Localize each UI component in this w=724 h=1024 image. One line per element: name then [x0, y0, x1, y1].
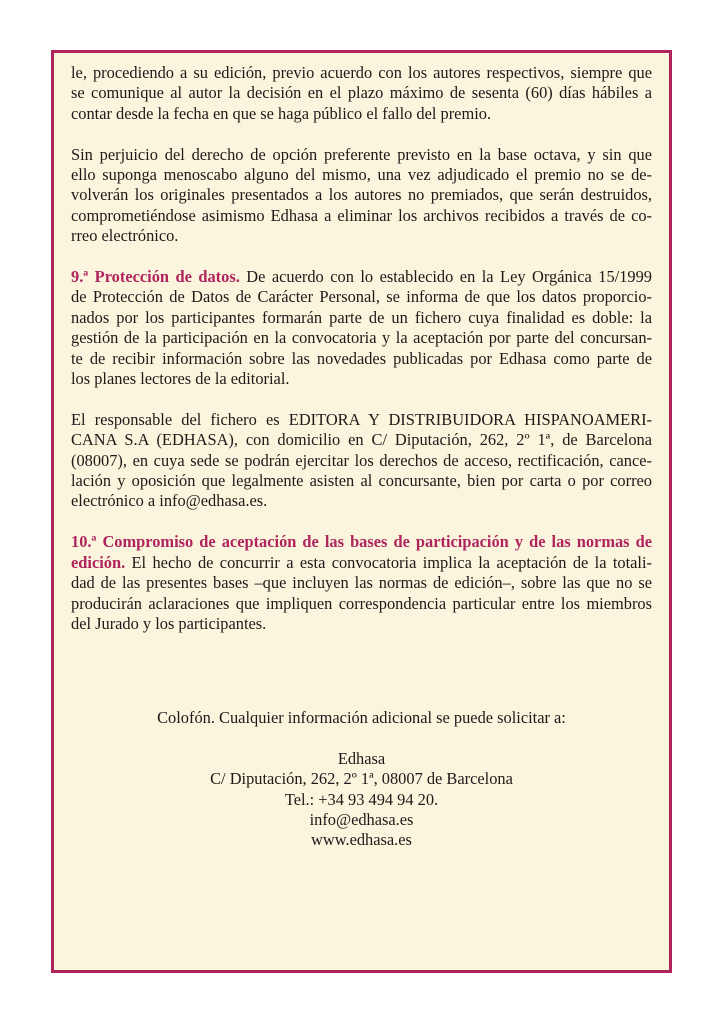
text-line: (08007), en cuya sede se podrán ejercitar los derechos de acceso, rectificación, cance- [71, 450, 652, 470]
colophon-address: C/ Diputación, 262, 2º 1ª, 08007 de Barcelona [210, 769, 513, 789]
text-line: te de recibir información sobre las novedades publicadas por Edhasa como parte de [71, 348, 652, 368]
text-line: lación y oposición que legalmente asisten al concursante, bien por carta o por correo [71, 471, 652, 491]
paragraph-proteccion-datos [71, 267, 652, 389]
text-line: rreo electrónico. [71, 226, 179, 246]
colophon-company: Edhasa [337, 748, 386, 768]
text-line: Sin perjuicio del derecho de opción preferente previsto en la base octava, y sin que [71, 144, 652, 164]
body-text [71, 63, 652, 655]
section-heading: 10.ª Compromiso de aceptación de las bases de participación y de las normas de [71, 532, 652, 552]
text-line: producirán aclaraciones que impliquen correspondencia particular entre los miembros [71, 593, 652, 613]
text-line: se comunique al autor la decisión en el plazo máximo de sesenta (60) días hábiles a [71, 83, 652, 103]
text-line: del Jurado y los participantes. [71, 613, 267, 633]
colophon-phone: Tel.: +34 93 494 94 20. [284, 789, 439, 809]
text-line: ello suponga menoscabo alguno del mismo, una vez adjudicado el premio no se de- [71, 165, 652, 185]
section-heading-continued: edición. [71, 552, 126, 572]
text-run: El hecho de concurrir a esta convocatoria implica la aceptación de la totali- [125, 552, 652, 572]
colophon-email[interactable]: info@edhasa.es [309, 810, 414, 830]
paragraph-responsable [71, 410, 652, 512]
colophon-intro: Colofón. Cualquier información adicional se puede solicitar a: [157, 708, 566, 727]
text-line: El responsable del fichero es EDITORA Y DISTRIBUIDORA HISPANOAMERI- [71, 409, 652, 429]
text-line [71, 553, 652, 573]
colophon-website[interactable]: www.edhasa.es [311, 830, 412, 850]
paragraph-continuation [71, 63, 652, 124]
text-line: gestión de la participación en la convocatoria y la aceptación por parte del concursan- [71, 328, 652, 348]
colophon [71, 708, 652, 851]
paragraph-compromiso [71, 532, 652, 634]
text-line: contar desde la fecha en que se haga público el fallo del premio. [71, 103, 492, 123]
text-run: De acuerdo con lo establecido en la Ley Orgánica 15/1999 [239, 267, 652, 287]
text-line [71, 267, 652, 287]
text-line: volverán los originales presentados a los autores no premiados, que serán destruidos, [71, 185, 652, 205]
text-line: nados por los participantes formarán parte de un fichero cuya finalidad es doble: la [71, 307, 652, 327]
text-line: los planes lectores de la editorial. [71, 369, 290, 389]
text-line: le, procediendo a su edición, previo acuerdo con los autores respectivos, siempre que [71, 63, 652, 82]
text-line: comprometiéndose asimismo Edhasa a eliminar los archivos recibidos a través de co- [71, 205, 652, 225]
bordered-panel [51, 50, 672, 973]
text-line: CANA S.A (EDHASA), con domicilio en C/ Diputación, 262, 2º 1ª, de Barcelona [71, 430, 652, 450]
text-line: electrónico a info@edhasa.es. [71, 491, 268, 511]
paragraph-opcion-preferente [71, 145, 652, 247]
text-line: dad de las presentes bases –que incluyen las normas de edición–, sobre las que no se [71, 573, 652, 593]
text-line: de Protección de Datos de Carácter Personal, se informa de que los datos proporcio- [71, 287, 652, 307]
section-heading: 9.ª Protección de datos. [71, 267, 240, 287]
